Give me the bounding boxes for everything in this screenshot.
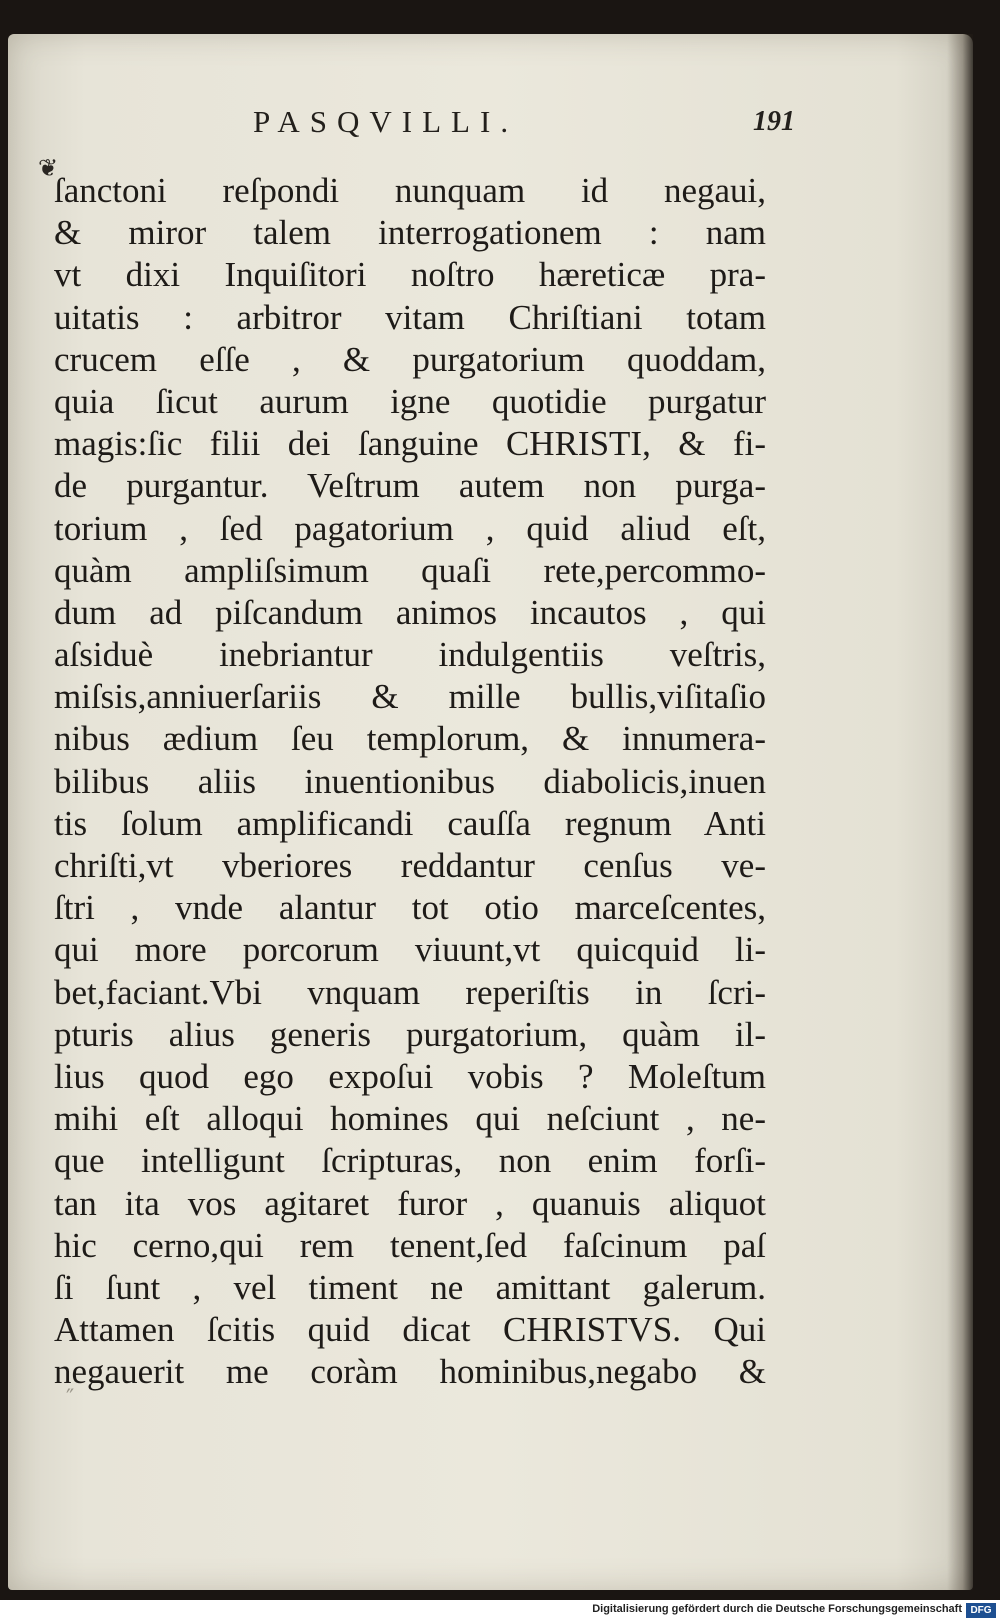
text-line: quàm ampliſsimum quaſi rete,percommo- — [54, 550, 766, 590]
text-line: tan ita vos agitaret furor , quanuis aliquot — [54, 1183, 766, 1223]
text-line: dum ad piſcandum animos incautos , qui — [54, 592, 766, 632]
text-line: negauerit me coràm hominibus,negabo & — [54, 1352, 766, 1392]
marginal-flourish-icon: ❦ — [38, 154, 59, 182]
text-line: nibus ædium ſeu templorum, & innumera- — [54, 719, 766, 759]
text-line: uitatis : arbitror vitam Chriſtiani totam — [54, 297, 766, 337]
text-line: tis ſolum amplificandi cauſſa regnum Anti — [54, 803, 766, 843]
text-line: hic cerno,qui rem tenent,ſed faſcinum paſ — [54, 1225, 766, 1265]
footer-bar — [0, 1600, 1000, 1622]
text-line: de purgantur. Veſtrum autem non purga- — [54, 466, 766, 506]
book-page — [8, 34, 973, 1590]
text-line: & miror talem interrogationem : nam — [54, 213, 766, 253]
running-title: PASQVILLI. — [253, 104, 519, 139]
text-line: torium , ſed pagatorium , quid aliud eſt, — [54, 508, 766, 548]
text-line: qui more porcorum viuunt,vt quicquid li- — [54, 930, 766, 970]
page-header — [8, 104, 973, 144]
body-text — [54, 170, 766, 1393]
text-line: crucem eſſe , & purgatorium quoddam, — [54, 339, 766, 379]
funding-credit: Digitalisierung gefördert durch die Deutsche Forschungsgemeinschaft — [592, 1603, 962, 1615]
pencil-mark-icon: ″ — [66, 1386, 75, 1411]
text-line: ſtri , vnde alantur tot otio marceſcentes, — [54, 888, 766, 928]
text-line: miſsis,anniuerſariis & mille bullis,viſitaſio — [54, 677, 766, 717]
text-line: ſanctoni reſpondi nunquam id negaui, — [54, 171, 766, 210]
text-line: ſi ſunt , vel timent ne amittant galerum. — [54, 1267, 766, 1307]
text-line: aſsiduè inebriantur indulgentiis veſtris, — [54, 635, 766, 675]
text-line: magis:ſic filii dei ſanguine CHRISTI, & fi- — [54, 424, 766, 464]
text-line: pturis alius generis purgatorium, quàm il- — [54, 1014, 766, 1054]
dfg-logo-icon: DFG — [966, 1603, 996, 1618]
text-line: mihi eſt alloqui homines qui neſciunt , ne- — [54, 1099, 766, 1139]
folio-number: 191 — [753, 106, 795, 137]
text-line: chriſti,vt vberiores reddantur cenſus ve- — [54, 846, 766, 885]
text-line: bet,faciant.Vbi vnquam reperiſtis in ſcri- — [54, 972, 766, 1012]
text-line: que intelligunt ſcripturas, non enim forſi- — [54, 1141, 766, 1181]
text-line: quia ſicut aurum igne quotidie purgatur — [54, 381, 766, 421]
text-line: bilibus aliis inuentionibus diabolicis,inuen — [54, 761, 766, 801]
text-line: Attamen ſcitis quid dicat CHRISTVS. Qui — [54, 1310, 766, 1350]
text-line: lius quod ego expoſui vobis ? Moleſtum — [54, 1056, 766, 1096]
page-edge-shadow — [947, 34, 973, 1590]
text-line: vt dixi Inquiſitori noſtro hæreticæ pra- — [54, 255, 766, 295]
